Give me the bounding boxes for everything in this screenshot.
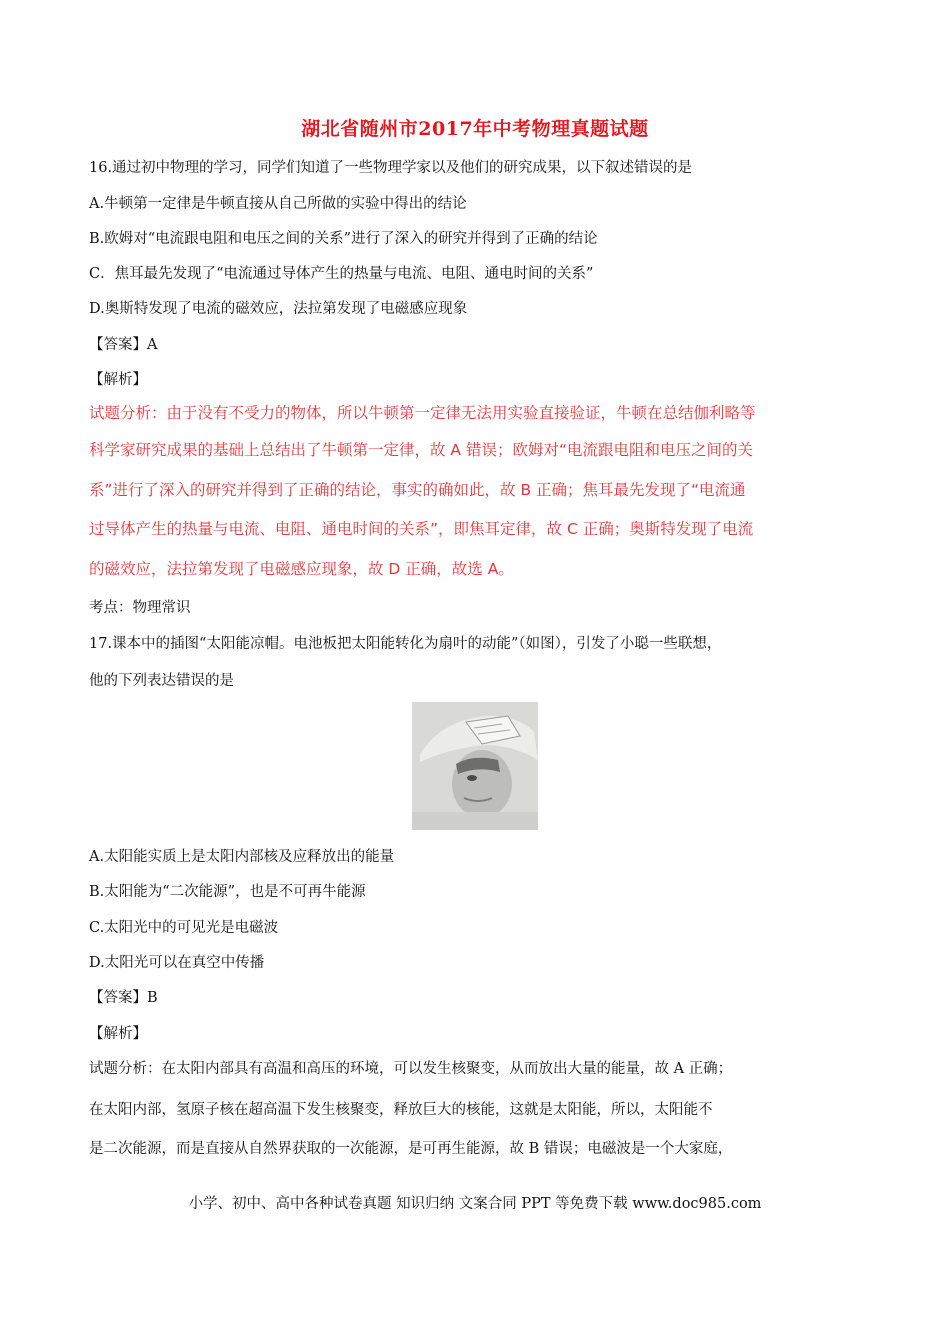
q17-stem-line1: 17.课本中的插图“太阳能凉帽。电池板把太阳能转化为扇叶的动能”（如图），引发了小聪一些联想，	[89, 636, 722, 652]
q17-analysis-line: 是二次能源，而是直接从自然界获取的一次能源，是可再生能源，故 B 错误；电磁波是一个大家庭，	[89, 1141, 733, 1157]
q17-option-c: C.太阳光中的可见光是电磁波	[89, 920, 279, 936]
q16-answer: 【答案】A	[89, 337, 158, 353]
q16-analysis-label: 【解析】	[89, 372, 147, 388]
q17-analysis-line: 试题分析：在太阳内部具有高温和高压的环境，可以发生核聚变，从而放出大量的能量，故 A 正确；	[89, 1061, 733, 1077]
solar-hat-photo	[412, 702, 538, 830]
document-title: 湖北省随州市2017年中考物理真题试题	[301, 118, 649, 140]
q16-option-b: B.欧姆对“电流跟电阻和电压之间的关系”进行了深入的研究并得到了正确的结论	[89, 231, 598, 247]
q17-stem-line2: 他的下列表达错误的是	[89, 673, 234, 689]
q16-kaodian: 考点：物理常识	[89, 600, 191, 616]
q16-option-d: D.奥斯特发现了电流的磁效应，法拉第发现了电磁感应现象	[89, 301, 468, 317]
q16-analysis-line: 过导体产生的热量与电流、电阻、通电时间的关系”，即焦耳定律，故 C 正确；奥斯特发现了电流	[89, 520, 754, 538]
q17-option-d: D.太阳光可以在真空中传播	[89, 955, 265, 971]
q16-analysis-line: 科学家研究成果的基础上总结出了牛顿第一定律，故 A 错误；欧姆对“电流跟电阻和电压之间的关	[89, 441, 753, 459]
q17-analysis-label: 【解析】	[89, 1026, 147, 1042]
q17-answer: 【答案】B	[89, 990, 158, 1006]
q17-analysis-line: 在太阳内部，氢原子核在超高温下发生核聚变，释放巨大的核能，这就是太阳能，所以，太阳能不	[89, 1102, 713, 1118]
q16-option-a: A.牛顿第一定律是牛顿直接从自己所做的实验中得出的结论	[89, 196, 467, 212]
q16-analysis-line: 的磁效应，法拉第发现了电磁感应现象，故 D 正确，故选 A。	[89, 560, 514, 578]
q17-option-a: A.太阳能实质上是太阳内部核及应释放出的能量	[89, 849, 395, 865]
page-footer: 小学、初中、高中各种试卷真题 知识归纳 文案合同 PPT 等免费下载 www.doc985.com	[188, 1196, 762, 1212]
q16-analysis-line: 系”进行了深入的研究并得到了正确的结论，事实的确如此，故 B 正确；焦耳最先发现了“电流通	[89, 481, 746, 499]
q16-analysis-line: 试题分析：由于没有不受力的物体，所以牛顿第一定律无法用实验直接验证，牛顿在总结伽利略等	[89, 404, 756, 422]
q16-stem: 16.通过初中物理的学习，同学们知道了一些物理学家以及他们的研究成果，以下叙述错误的是	[89, 160, 693, 176]
q17-option-b: B.太阳能为“二次能源”，也是不可再牛能源	[89, 884, 366, 900]
q16-option-c: C．焦耳最先发现了“电流通过导体产生的热量与电流、电阻、通电时间的关系”	[89, 266, 594, 282]
